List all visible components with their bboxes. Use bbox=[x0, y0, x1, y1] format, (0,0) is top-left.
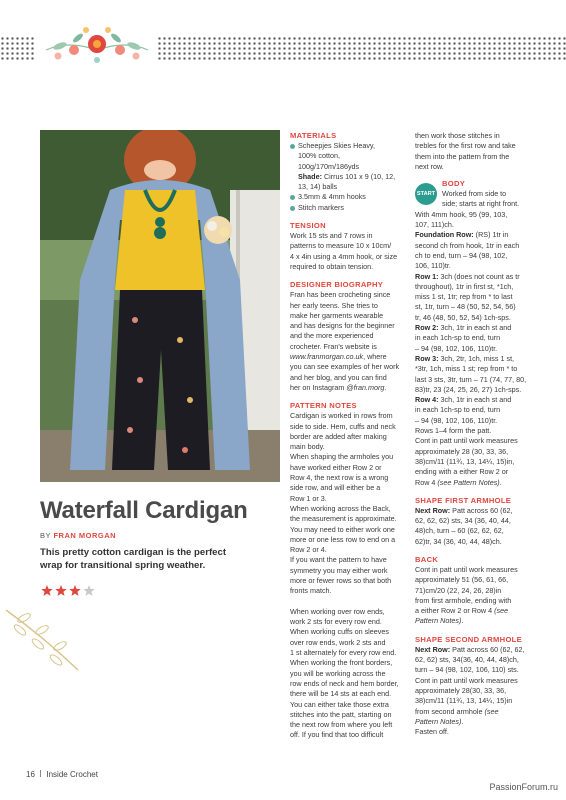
notes-line: have worked either Row 2 or bbox=[290, 462, 382, 472]
notes-line: You can either take those extra bbox=[290, 699, 389, 709]
back-note-b: Pattern Notes) bbox=[415, 616, 462, 626]
row3-label: Row 3: bbox=[415, 353, 439, 363]
tension-line: 4 x 4in using a 4mm hook, or size bbox=[290, 251, 398, 261]
row2-line: – 94 (98, 102, 106, 110)tr. bbox=[415, 343, 498, 353]
bio-line: and has designs for the beginner bbox=[290, 321, 395, 331]
row2-line: in each 1ch-sp to end, turn bbox=[415, 333, 501, 343]
notes-line: When working across the Back, bbox=[290, 503, 391, 513]
notes-line: When working cuffs on sleeves bbox=[290, 627, 389, 637]
row1-line: tr, 46 (48, 50, 52, 54) 1ch-sps. bbox=[415, 312, 511, 322]
back-post: . bbox=[461, 616, 464, 626]
star-filled-icon bbox=[55, 585, 66, 596]
bio-line: her early teens. She tries to bbox=[290, 300, 378, 310]
fasten-off: Fasten off. bbox=[415, 727, 449, 737]
foundation-line: ch to end, turn – 94 (98, 102, bbox=[415, 250, 508, 260]
intro-text: This pretty cotton cardigan is the perfect wrap for transitional spring weather. bbox=[40, 547, 227, 571]
row4-line: 3ch, 1tr in each st and bbox=[438, 395, 512, 405]
first-armhole-text bbox=[415, 506, 537, 547]
notes-line bbox=[290, 597, 292, 606]
notes-line: fronts match. bbox=[290, 586, 332, 596]
row4-end-post: . bbox=[499, 477, 502, 487]
foundation-row bbox=[415, 230, 537, 271]
star-filled-icon bbox=[69, 585, 80, 596]
foundation-line: second ch from hook, 1tr in each bbox=[415, 240, 520, 250]
bio2-line: and her blog, and you can find bbox=[290, 372, 387, 382]
start-badge: START bbox=[415, 183, 437, 205]
header-dots-right bbox=[157, 36, 566, 62]
tension-line: required to obtain tension. bbox=[290, 261, 374, 271]
leaf-branch-icon bbox=[2, 600, 82, 676]
material-yarn-line1: Scheepjes Skies Heavy, bbox=[298, 141, 375, 150]
row1-line: throughout), 1tr in first st, *1ch, bbox=[415, 281, 514, 291]
notes-line: symmetry you may either work bbox=[290, 565, 388, 575]
row3-line: 83)tr, 23 (24, 25, 26, 27) 1ch-sps. bbox=[415, 384, 522, 394]
sfa-line: 62)tr, 34 (36, 40, 44, 48)ch. bbox=[415, 536, 502, 546]
notes-line: When shaping the armholes you bbox=[290, 452, 394, 462]
notes-line: over row ends, work 2 sts and bbox=[290, 637, 386, 647]
notes-line: main body. bbox=[290, 442, 325, 452]
byline-prefix: BY bbox=[40, 531, 51, 540]
row1-line: miss 1 st, 1tr; rep from * to last bbox=[415, 292, 513, 302]
bio-insta-pre: her on Instagram bbox=[290, 382, 347, 392]
page-number: 16 bbox=[26, 770, 35, 779]
material-hooks: 3.5mm & 4mm hooks bbox=[290, 192, 402, 202]
ssa-line: Patt across 60 (62, 62, bbox=[450, 644, 525, 654]
notes-line: If you want the pattern to have bbox=[290, 555, 387, 565]
row4-end-note: (see Pattern Notes) bbox=[437, 477, 500, 487]
row2-line: 3ch, 1tr in each st and bbox=[438, 323, 512, 333]
first-armhole-heading: SHAPE FIRST ARMHOLE bbox=[415, 495, 512, 505]
ssa-note-b: Pattern Notes) bbox=[415, 716, 462, 726]
row3-line: *3tr, 1ch, miss 1 st; rep from * to bbox=[415, 364, 518, 374]
author-name: FRAN MORGAN bbox=[53, 531, 117, 540]
bio-line: Fran has been crocheting since bbox=[290, 290, 391, 300]
notes-line: you will be working across the bbox=[290, 668, 386, 678]
second-armhole-text bbox=[415, 645, 537, 738]
row4 bbox=[415, 395, 537, 488]
notes-line: side to side. Hem, cuffs and neck bbox=[290, 421, 396, 431]
ssa-note-a: (see bbox=[484, 706, 499, 716]
notes-line: When working the front borders, bbox=[290, 658, 393, 668]
material-yarn bbox=[290, 141, 402, 192]
notes-heading: PATTERN NOTES bbox=[290, 401, 357, 411]
bio-line: crocheter. Fran's website is bbox=[290, 341, 377, 351]
tension-line: patterns to measure 10 x 10cm/ bbox=[290, 241, 392, 251]
bio-heading: DESIGNER BIOGRAPHY bbox=[290, 280, 384, 290]
cont-line: them into the pattern from the bbox=[415, 151, 510, 161]
next-row-label-1: Next Row: bbox=[415, 505, 451, 515]
body-heading: BODY bbox=[442, 179, 466, 189]
continued-text bbox=[415, 131, 537, 172]
ssa-line: 38)cm/11 (11¾, 13, 14¼, 15)in bbox=[415, 696, 513, 706]
notes-line: work 2 sts for every row end. bbox=[290, 617, 382, 627]
row4-end-pre: Row 4 bbox=[415, 477, 438, 487]
materials-heading: MATERIALS bbox=[290, 131, 337, 140]
material-yarn-line5: 13, 14) balls bbox=[298, 182, 338, 192]
bio-after-web: , where bbox=[363, 352, 387, 362]
notes-line: row ends of neck and hem border, bbox=[290, 678, 399, 688]
material-yarn-line3: 100g/170m/186yds bbox=[298, 161, 360, 171]
row3 bbox=[415, 354, 537, 395]
notes-line: side row, and will either be a bbox=[290, 483, 381, 493]
star-empty-icon bbox=[83, 585, 94, 596]
row2 bbox=[415, 323, 537, 354]
row1-label: Row 1: bbox=[415, 271, 439, 281]
ssa-line: from second armhole bbox=[415, 706, 485, 716]
row4-line: Rows 1–4 form the patt. bbox=[415, 426, 492, 436]
back-line: 71)cm/20 (22, 24, 26, 28)in bbox=[415, 585, 502, 595]
sfa-line: 48)ch, turn – 60 (62, 62, 62, bbox=[415, 526, 504, 536]
notes-line: Cardigan is worked in rows from bbox=[290, 411, 393, 421]
back-heading: BACK bbox=[415, 554, 439, 564]
header-dots-left bbox=[0, 36, 35, 62]
material-yarn-line2: 100% cotton, bbox=[298, 151, 340, 161]
sfa-line: 62, 62, 62) sts, 34 (36, 40, 44, bbox=[415, 516, 511, 526]
page-footer bbox=[26, 770, 98, 779]
cont-line: then work those stitches in bbox=[415, 131, 500, 140]
bio2-line: you can see examples of her work bbox=[290, 362, 400, 372]
cont-line: trebles for the first row and take bbox=[415, 141, 516, 151]
row4-line: 38)cm/11 (11¾, 13, 14¼, 15)in, bbox=[415, 456, 515, 466]
shade-label: Shade: bbox=[298, 171, 322, 181]
bio-text bbox=[290, 290, 402, 393]
ssa-line: 62, 62) sts, 34(36, 40, 44, 48)ch, bbox=[415, 655, 519, 665]
back-line: approximately 51 (56, 61, 66, bbox=[415, 575, 509, 585]
column-right bbox=[415, 131, 537, 737]
bio-website: www.franmorgan.co.uk bbox=[290, 352, 364, 362]
row1-line: st, 1tr, turn – 48 (50, 52, 54, 56) bbox=[415, 302, 516, 312]
row1 bbox=[415, 272, 537, 323]
article-title: Waterfall Cardigan bbox=[40, 497, 248, 524]
notes-text bbox=[290, 411, 402, 741]
magazine-name: Inside Crochet bbox=[46, 770, 98, 779]
notes-line: Row 2 or 4. bbox=[290, 545, 327, 555]
row4-line: ending with a either Row 2 or bbox=[415, 467, 509, 477]
notes-line: You may need to either work one bbox=[290, 524, 395, 534]
bio-instagram: @fran.morg bbox=[346, 382, 385, 392]
second-armhole-heading: SHAPE SECOND ARMHOLE bbox=[415, 634, 522, 644]
notes-line: more or one less row to end on a bbox=[290, 534, 396, 544]
foundation-line: (RS) 1tr in bbox=[473, 230, 509, 240]
body-line: side; starts at right front. bbox=[442, 199, 520, 209]
tension-text bbox=[290, 231, 402, 272]
watermark: PassionForum.ru bbox=[489, 782, 558, 792]
notes-line: off. If you find that too difficult bbox=[290, 730, 384, 740]
notes-line: 1 st alternately for every row end. bbox=[290, 648, 397, 658]
notes-line: border are added after making bbox=[290, 431, 387, 441]
material-markers: Stitch markers bbox=[290, 203, 402, 213]
shade-value: Cirrus 101 x 9 (10, 12, bbox=[321, 171, 396, 181]
tension-heading: TENSION bbox=[290, 221, 326, 231]
row4-line: approximately 28 (30, 33, 36, bbox=[415, 446, 509, 456]
foundation-label: Foundation Row: bbox=[415, 230, 474, 240]
row4-line: in each 1ch-sp to end, turn bbox=[415, 405, 501, 415]
sfa-line: Patt across 60 (62, bbox=[450, 505, 513, 515]
cont-line: next row. bbox=[415, 161, 444, 171]
ssa-post: . bbox=[461, 716, 464, 726]
star-filled-icon bbox=[41, 585, 52, 596]
back-note-a: (see bbox=[494, 606, 509, 616]
bio-line: make her garments wearable bbox=[290, 310, 384, 320]
ssa-line: approximately 28(30, 33, 36, bbox=[415, 685, 507, 695]
back-line: from first armhole, ending with bbox=[415, 595, 512, 605]
ssa-line: turn – 94 (98, 102, 106, 110) sts. bbox=[415, 665, 519, 675]
notes-line: stitches into the patt, starting on bbox=[290, 709, 392, 719]
notes-line: Row 4, the next row is a wrong bbox=[290, 473, 389, 483]
back-text bbox=[415, 565, 537, 627]
tension-line: Work 15 sts and 7 rows in bbox=[290, 231, 373, 241]
row4-line: Cont in patt until work measures bbox=[415, 436, 518, 446]
row2-label: Row 2: bbox=[415, 323, 439, 333]
back-line: a either Row 2 or Row 4 bbox=[415, 606, 495, 616]
notes-line: Row 1 or 3. bbox=[290, 493, 327, 503]
byline bbox=[40, 531, 116, 540]
back-line: Cont in patt until work measures bbox=[415, 564, 518, 574]
row4-line: – 94 (98, 102, 106, 110)tr. bbox=[415, 415, 498, 425]
row3-line: 3ch, 2tr, 1ch, miss 1 st, bbox=[438, 353, 515, 363]
row4-label: Row 4: bbox=[415, 395, 439, 405]
notes-line: When working over row ends, bbox=[290, 606, 385, 616]
foundation-line: 106, 110)tr. bbox=[415, 261, 451, 271]
body-line: Worked from side to bbox=[442, 189, 507, 199]
next-row-label-2: Next Row: bbox=[415, 644, 451, 654]
notes-line: the measurement is approximate. bbox=[290, 514, 397, 524]
bio-insta-post: . bbox=[384, 382, 387, 392]
notes-line: there will be 14 sts at each end. bbox=[290, 689, 392, 699]
ssa-line: Cont in patt until work measures bbox=[415, 675, 518, 685]
row1-line: 3ch (does not count as tr bbox=[438, 271, 520, 281]
body-section bbox=[415, 179, 537, 230]
bio-line: and the more experienced bbox=[290, 331, 374, 341]
floral-ornament-icon bbox=[38, 20, 156, 68]
body-line: With 4mm hook, 95 (99, 103, bbox=[415, 209, 508, 219]
body-line: 107, 111)ch. bbox=[415, 220, 454, 230]
notes-line: more or fewer rows so that both bbox=[290, 575, 392, 585]
notes-line: the next row from where you left bbox=[290, 720, 393, 730]
column-left bbox=[290, 131, 402, 741]
row3-line: last 3 sts, 3tr, turn – 71 (74, 77, 80, bbox=[415, 374, 527, 384]
cardigan-photo bbox=[40, 130, 280, 482]
footer-separator bbox=[40, 770, 41, 777]
